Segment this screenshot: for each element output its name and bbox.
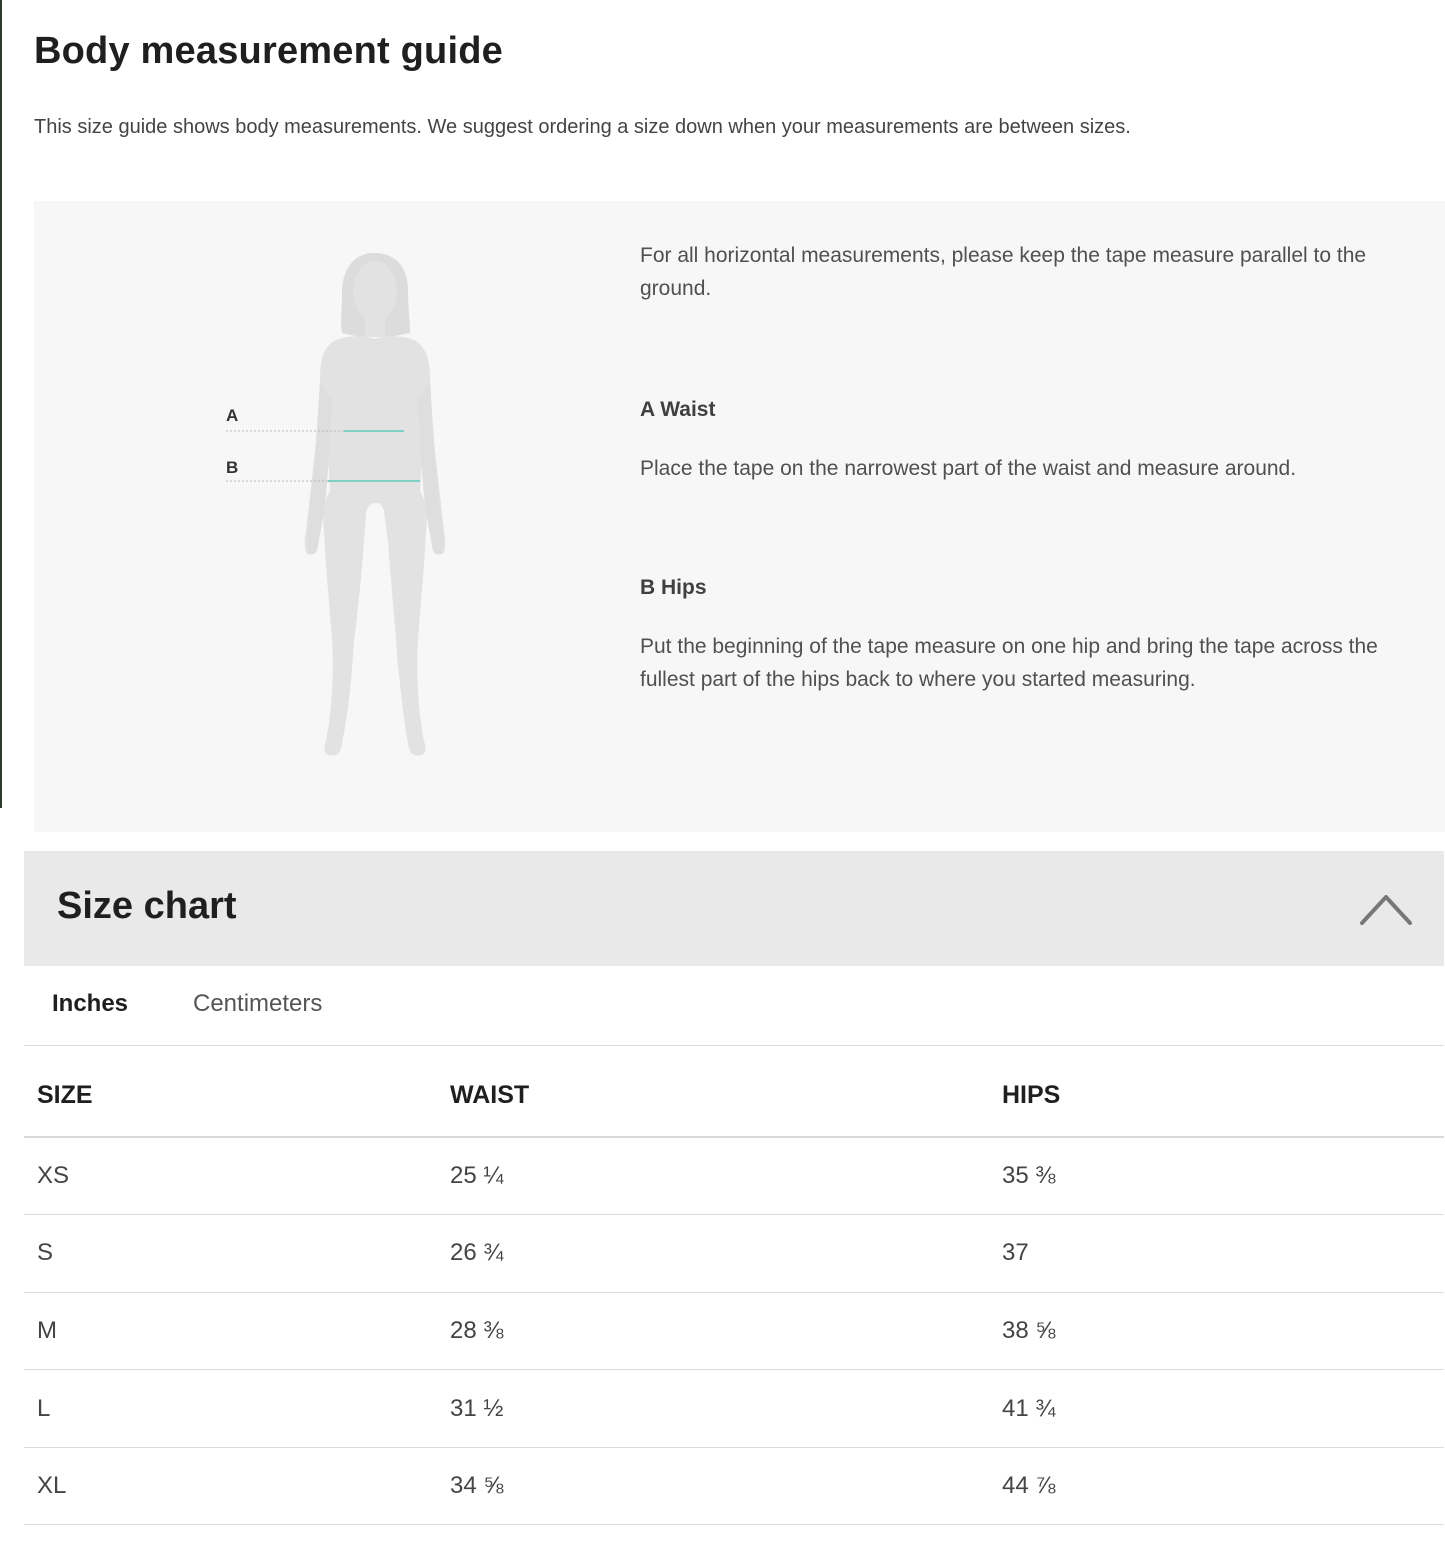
table-row — [24, 1370, 1444, 1448]
size-cell: S — [24, 1215, 450, 1293]
chevron-up-icon[interactable] — [1358, 889, 1414, 929]
measurement-instructions — [640, 239, 1430, 691]
table-row — [24, 1292, 1444, 1370]
waist-description: Place the tape on the narrowest part of the waist and measure around. — [640, 457, 1297, 480]
hips-cell: 41 ¾ — [1002, 1370, 1444, 1448]
hips-cell: 38 ⅝ — [1002, 1292, 1444, 1370]
size-cell: L — [24, 1370, 450, 1448]
waist-heading: A Waist — [640, 398, 716, 421]
unit-tabs — [24, 966, 1444, 1046]
hips-cell: 44 ⅞ — [1002, 1447, 1444, 1525]
size-cell: XS — [24, 1137, 450, 1215]
page-title: Body measurement guide — [34, 30, 503, 72]
table-row — [24, 1447, 1444, 1525]
waist-cell: 31 ½ — [450, 1370, 1002, 1448]
horizontal-measure-note: For all horizontal measurements, please keep the tape measure parallel to the ground. — [640, 244, 1367, 300]
waist-cell: 26 ¾ — [450, 1215, 1002, 1293]
table-header-row — [24, 1046, 1444, 1137]
waist-cell: 28 ⅜ — [450, 1292, 1002, 1370]
column-header-hips: HIPS — [1002, 1046, 1444, 1137]
intro-text: This size guide shows body measurements. We suggest ordering a size down when your measurements are between sizes. — [34, 116, 1131, 138]
body-figure-illustration — [214, 241, 514, 771]
left-edge-divider — [0, 0, 2, 808]
table-row — [24, 1137, 1444, 1215]
hips-cell: 35 ⅜ — [1002, 1137, 1444, 1215]
table-row — [24, 1215, 1444, 1293]
size-chart-header[interactable] — [24, 851, 1444, 966]
hips-description: Put the beginning of the tape measure on one hip and bring the tape across the fullest part of the hips back to where you started measuring. — [640, 635, 1378, 691]
size-chart-title: Size chart — [57, 885, 237, 927]
hips-heading: B Hips — [640, 576, 707, 599]
column-header-waist: WAIST — [450, 1046, 1002, 1137]
measurement-guide-panel — [34, 201, 1445, 832]
tab-inches[interactable]: Inches — [52, 990, 129, 1017]
waist-cell: 34 ⅝ — [450, 1447, 1002, 1525]
measure-label-b: B — [226, 458, 239, 477]
size-cell: XL — [24, 1447, 450, 1525]
column-header-size: SIZE — [24, 1046, 450, 1137]
size-cell: M — [24, 1292, 450, 1370]
waist-cell: 25 ¼ — [450, 1137, 1002, 1215]
measure-label-a: A — [226, 406, 239, 425]
size-table — [24, 1046, 1444, 1525]
hips-cell: 37 — [1002, 1215, 1444, 1293]
tab-centimeters[interactable]: Centimeters — [193, 990, 323, 1017]
